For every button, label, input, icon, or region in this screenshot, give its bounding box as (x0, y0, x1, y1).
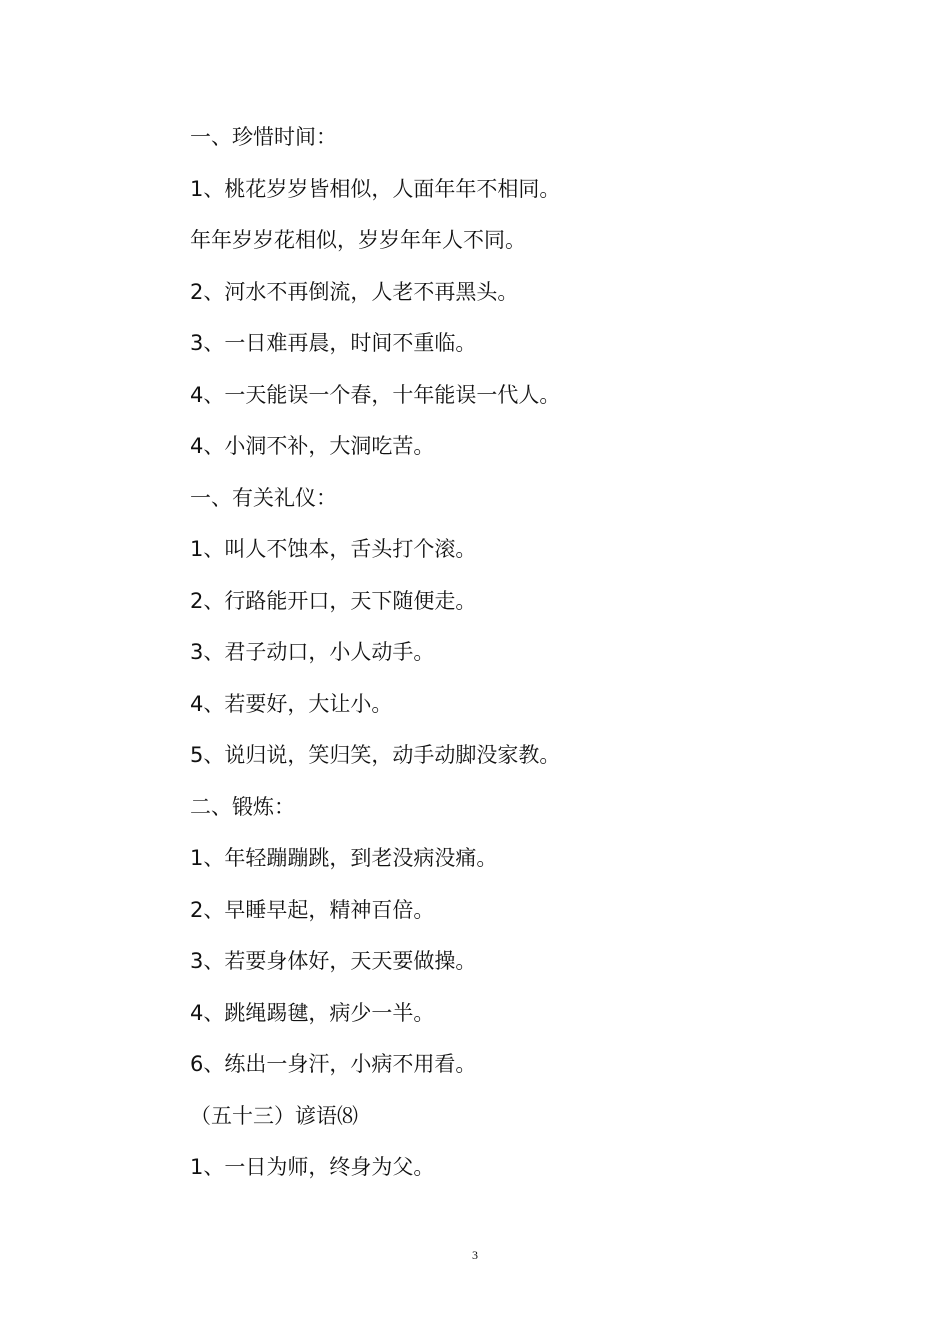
page-number: 3 (472, 1248, 478, 1262)
text-line: 4、一天能误一个春，十年能误一代人。 (190, 382, 561, 407)
text-line: 1、年轻蹦蹦跳，到老没病没痛。 (190, 846, 498, 870)
text-line: 1、一日为师，终身为父。 (190, 1155, 435, 1179)
text-line: 3、一日难再晨，时间不重临。 (190, 331, 477, 355)
text-body (190, 118, 870, 1200)
text-line: 2、行路能开口，天下随便走。 (190, 588, 477, 613)
text-line: 2、河水不再倒流，人老不再黑头。 (190, 279, 519, 304)
text-line: 3、君子动口，小人动手。 (190, 640, 435, 664)
text-line: 4、小洞不补，大洞吃苦。 (190, 434, 435, 458)
section-heading-exercise: 二、锻炼： (190, 794, 295, 819)
text-line: 3、若要身体好，天天要做操。 (190, 949, 477, 973)
section-heading-cherish-time: 一、珍惜时间： (190, 125, 337, 149)
text-line: 1、叫人不蚀本，舌头打个滚。 (190, 537, 477, 561)
text-line: 4、跳绳踢毽，病少一半。 (190, 1000, 435, 1025)
text-line: 年年岁岁花相似，岁岁年年人不同。 (190, 228, 526, 252)
text-line: 2、早睡早起，精神百倍。 (190, 897, 435, 922)
text-line: 5、说归说，笑归笑，动手动脚没家教。 (190, 743, 561, 767)
text-line: 4、若要好，大让小。 (190, 691, 393, 716)
text-line: 1、桃花岁岁皆相似，人面年年不相同。 (190, 176, 561, 201)
section-heading-proverbs: （五十三）谚语⑻ (190, 1103, 358, 1128)
text-line: 6、练出一身汗，小病不用看。 (190, 1052, 477, 1076)
section-heading-etiquette: 一、有关礼仪： (190, 485, 337, 510)
